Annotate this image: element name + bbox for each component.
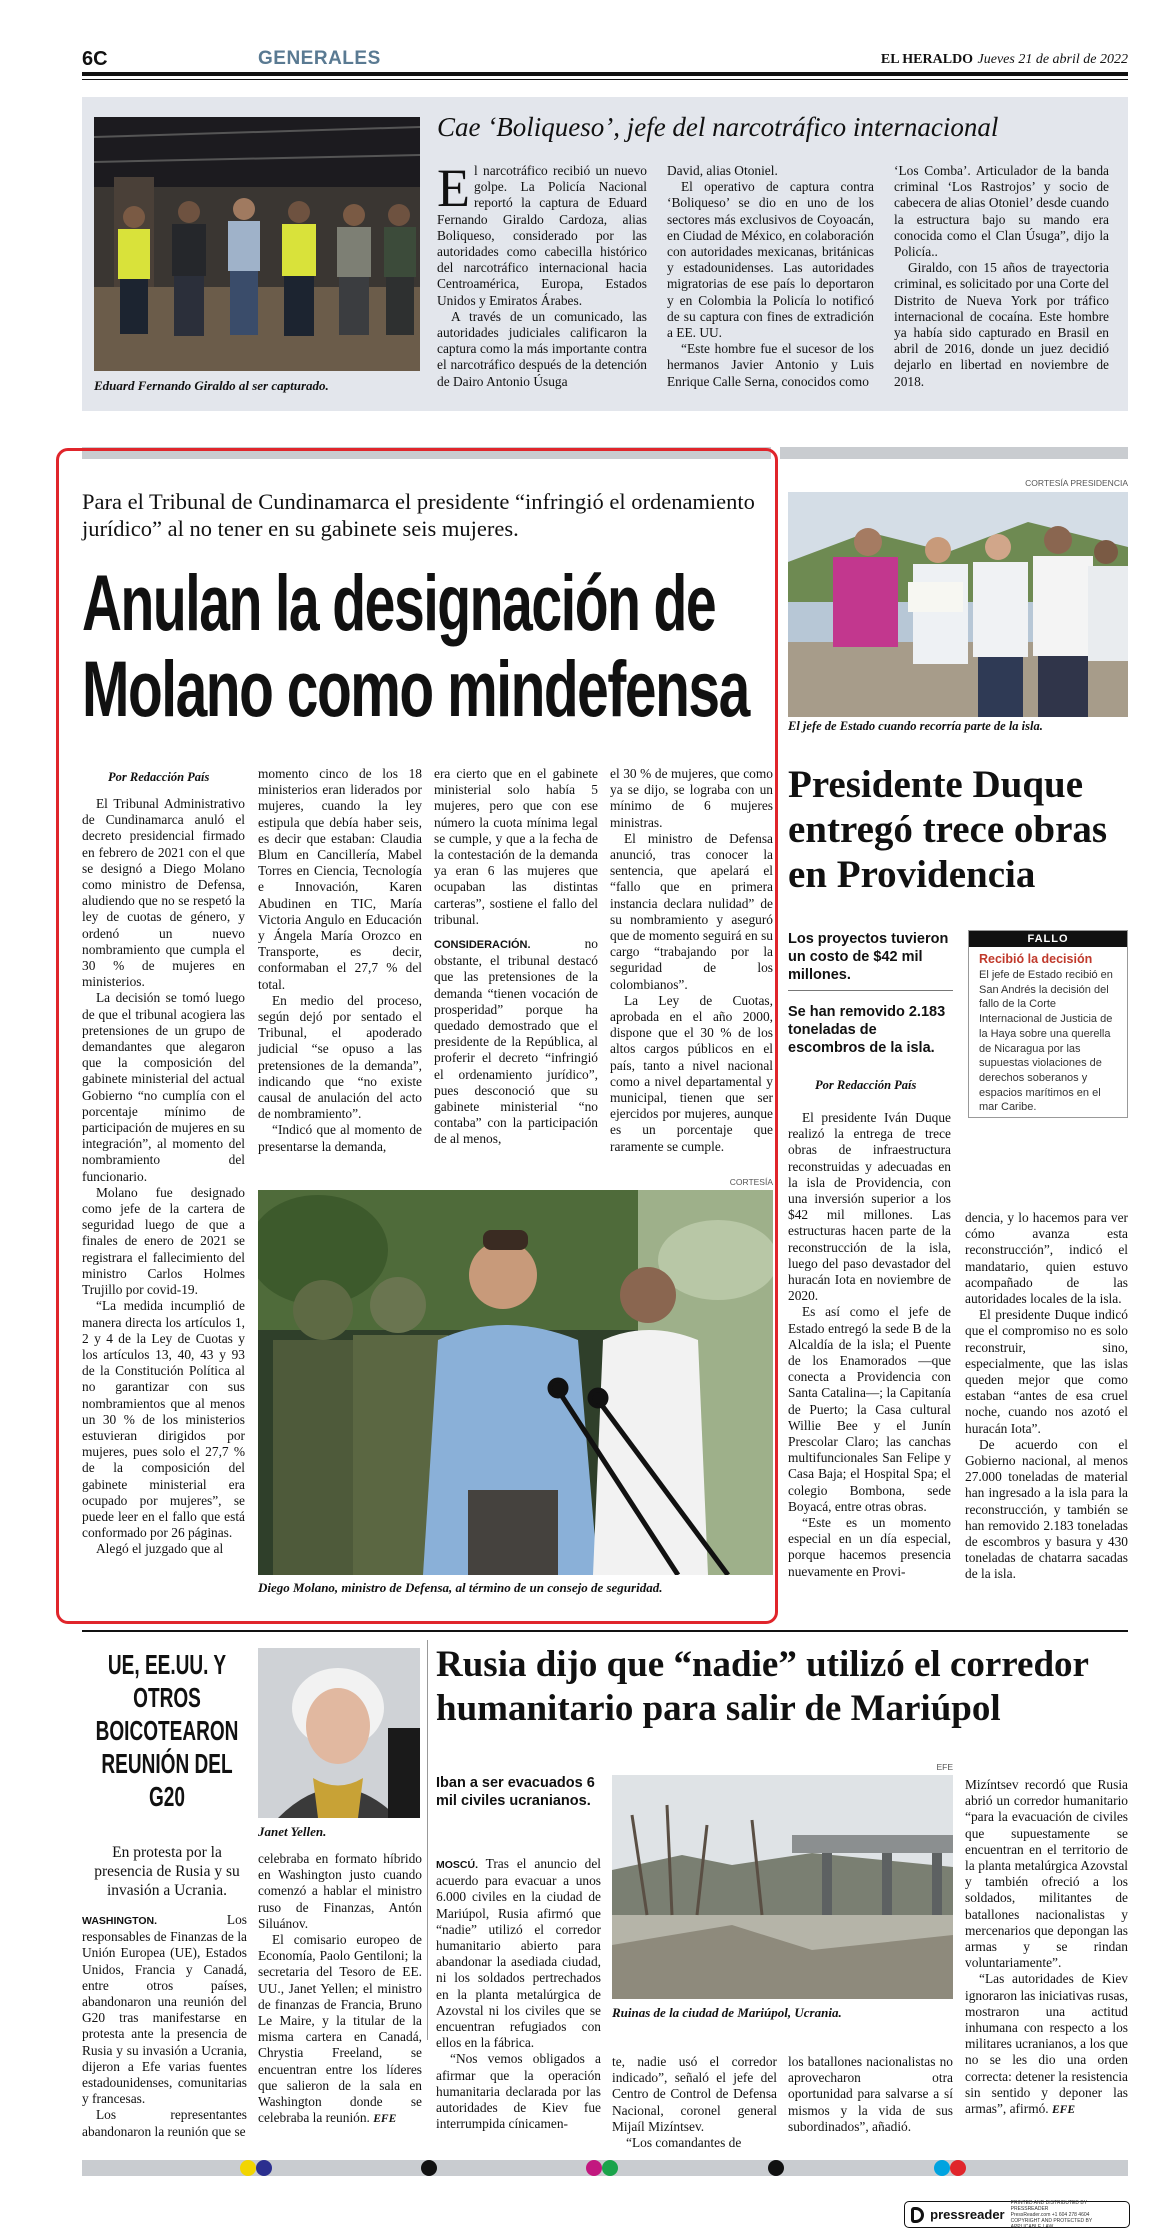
molano-col4-para: El ministro de Defensa anunció, tras conocer la sentencia, que apelará el “fallo que en primera instancia declara nulidad” de su nombramiento y aseguró que de momento seguirá en su cargo “trabajando por la seguridad de los colombianos”.: [610, 830, 773, 992]
g20-headline: UE, EE.UU. Y OTROS BOICOTEARON REUNIÓN DEL G20: [95, 1649, 239, 1812]
boliqueso-caption: Eduard Fernando Giraldo al ser capturado.: [94, 378, 329, 393]
lower-divider: [427, 1640, 428, 2040]
molano-col1-para: Alegó el juzgado que al: [96, 1541, 224, 1557]
duque-col1-para: “Este es un momento especial en un día especial, porque hacemos presencia nuevamente en Provi-: [788, 1515, 951, 1579]
boliqueso-col3-para: Giraldo, con 15 años de trayectoria criminal, es solicitado por una Corte del Distrito de Nueva York por tráfico internacional de cocaína. Este hombre ya había sido capturado en Brasil en abril de 2016, donde un juez decidió dejarlo en libertad en noviembre de 2018.: [894, 260, 1109, 389]
g20-col2-para: [258, 1932, 422, 2127]
registration-mark: [934, 2160, 950, 2176]
molano-col1-para: La decisión se tomó luego de que el tribunal acogiera las pretensiones de un grupo de demandantes que alegaron que la composición del gabinete ministerial del actual Gobierno “no cumplía con el porcentaje mínimo de participación de mujeres en su integración”, al momento del nombramiento del funcionario.: [82, 990, 245, 1184]
yellen-photo: [258, 1648, 420, 1818]
g20-headline-box: [82, 1648, 252, 1818]
duque-col2: [965, 1210, 1128, 1583]
pressreader-badge[interactable]: [904, 2201, 1130, 2228]
molano-deck: Para el Tribunal de Cundinamarca el presidente “infringió el ordenamiento jurídico” al no tener en su gabinete seis mujeres.: [82, 489, 755, 541]
molano-col2-para: momento cinco de los 18 ministerios eran liderados por mujeres, cuando la ley estipula que debía haber seis, es decir que estaban: Claudia Blum en Cancillería, Mabel Torres en Ciencia, Tecnología e Innovación, Karen Abudinen en TIC, María Victoria Angulo en Educación y Ángela María Orozco en Transporte, es decir, conformaban el 27,7 % del total.: [258, 766, 422, 992]
molano-col1-para: Molano fue designado como jefe de la cartera de seguridad luego de que a finales de enero de 2021 se registrara el fallecimiento del ministro Carlos Holmes Trujillo por covid-19.: [82, 1184, 245, 1298]
mariupol-col1: [436, 1856, 601, 2132]
mariupol-col3: [788, 2054, 953, 2135]
mariupol-col4: [965, 1777, 1128, 2118]
mariupol-col1-para: [436, 1856, 601, 2051]
molano-col3-para: era cierto que en el gabinete ministerial solo había 5 mujeres, pero que con ese número la cuota mínima legal se cumple, y que a la fecha de la contestación de la demanda ya eran 6 las mujeres que ocupaban las distintas carteras”, sostiene el fallo del tribunal.: [434, 766, 598, 927]
molano-headline-line1: Anulan la designación de: [82, 560, 716, 647]
mariupol-tag: EFE: [1052, 2104, 1076, 2117]
mariupol-col4-para: Mizíntsev recordó que Rusia abrió un corredor humanitario “para la evacuación de civiles que supuestamente se encuentran en el territorio de la planta metalúrgica Azovstal y también ofreció a los soldados, militantes de batallones nacionalistas y mercenarios que depongan las armas y se rindan voluntariamente”.: [965, 1777, 1128, 1971]
mariupol-col2: [612, 2054, 777, 2151]
molano-col1-para: “La medida incumplió de manera directa los artículos 1, 2 y 4 de la Ley de Cuotas y los artículos 13, 40, 43 y 93 de la Constitución Política al no garantizar con sus nombramientos que al menos un 30 % de los ministerios estuvieran dirigidos por mujeres, pues solo el 27,7 % de la composición del gabinete ministerial era ocupado por mujeres”, se puede leer en el fallo que está conformado por 26 páginas.: [82, 1298, 245, 1541]
boliqueso-col3: [894, 163, 1109, 390]
mariupol-dateline: MOSCÚ.: [436, 1859, 478, 1871]
molano-col1-para: El Tribunal Administrativo de Cundinamarca anuló el decreto presidencial firmado en febrero de 2021 con el que se designó a Diego Molano como ministro de Defensa, aludiendo que no se respetó la ley de cuotas de género, y ordenó un nuevo nombramiento que cumpla el 30 % de mujeres en ministerios.: [82, 796, 245, 990]
boliqueso-col3-para: ‘Los Comba’. Articulador de la banda criminal ‘Los Rastrojos’ y socio de cabecera de alias Otoniel’ desde cuando la estructura bajo su mando era conocida como el Clan Úsuga”, dijo la Policía..: [894, 163, 1109, 260]
duque-col1-para: Es así como el jefe de Estado entregó la sede B de la Alcaldía de la isla; el Puente de los Enamorados —que conecta a Providencia con Santa Catalina—; la Capitanía de Puerto; la Casa cultural Willie Bee y el Junín Prescolar Claro; las canchas multifuncionales San Felipe y Casa Baja; el Hospital Spa; el colegio Bombona, sede Boyacá, entre otras obras.: [788, 1304, 951, 1514]
mariupol-credit: EFE: [936, 1762, 953, 1772]
molano-byline: Por Redacción País: [108, 770, 210, 784]
boliqueso-col2: [667, 163, 874, 390]
boliqueso-col1: [437, 158, 647, 390]
molano-col3-text: no obstante, el tribunal destacó que las pretensiones de la demanda “tienen vocación de prosperidad” porque ha quedado demostrado que el presidente de la República, al proferir el decreto “infringió el ordenamiento jurídico”, pues desconoció que su gabinete ministerial “no contaba” con la participación de al menos,: [434, 936, 598, 1147]
fallo-box: [968, 930, 1128, 1118]
mariupol-col1-para: “Nos vemos obligados a afirmar que la operación humanitaria declarada por las autoridades de Kiev fue interrumpida cínicamen-: [436, 2051, 601, 2132]
page-number: 6C: [82, 48, 108, 70]
boliqueso-col2-para: David, alias Otoniel.: [667, 163, 778, 178]
fallo-box-title: Recibió la decisión: [979, 952, 1093, 966]
boliqueso-col2-para: El operativo de captura contra ‘Boliqueso’ se dio en uno de los sectores más exclusivos de Coyoacán, en Ciudad de México, en colaboración con autoridades mexicanas, británicas y estadounidenses. Las autoridades migratorias de ese país lo deportaron y en Colombia la Policía lo notificó de su captura con fines de extradición a EE. UU.: [667, 179, 874, 341]
registration-mark: [602, 2160, 618, 2176]
mariupol-col4-para: [965, 1971, 1128, 2118]
duque-photo-caption: El jefe de Estado cuando recorría parte de la isla.: [788, 719, 1043, 733]
duque-headline: Presidente Duque entregó trece obras en Providencia: [788, 763, 1108, 896]
masthead-rule-thin: [82, 79, 1128, 80]
duque-byline: Por Redacción País: [815, 1078, 917, 1092]
registration-mark: [256, 2160, 272, 2176]
registration-mark: [421, 2160, 437, 2176]
mariupol-sub: Iban a ser evacuados 6 mil civiles ucranianos.: [436, 1775, 595, 1809]
duque-col2-para: dencia, y lo hacemos para ver cómo avanza esta reconstrucción”, indicó el mandatario, quien estuvo acompañado de las autoridades locales de la isla.: [965, 1210, 1128, 1307]
registration-mark: [950, 2160, 966, 2176]
duque-photo-credit: CORTESÍA PRESIDENCIA: [1025, 478, 1128, 488]
pressreader-brand: pressreader: [930, 2207, 1005, 2222]
g20-col1-para: Los representantes abandonaron la reunión que se: [82, 2107, 247, 2139]
duque-col1: [788, 1110, 951, 1580]
paper-name: EL HERALDO: [880, 52, 974, 67]
g20-dateline: WASHINGTON.: [82, 1915, 158, 1927]
mariupol-col1-text: Tras el anuncio del acuerdo para evacuar a unos 6.000 civiles en la ciudad de Mariúpol, Rusia afirmó que “nadie” utilizó el corredor humanitario abierto para abandonar la asediada ciudad, ni los soldados pertrechados en la planta metalúrgica de Azovstal ni los civiles que se encuentran refugiados con ellos en la fábrica.: [436, 1856, 601, 2051]
boliqueso-dropcap: E: [437, 158, 470, 218]
molano-highlight-frame: [56, 448, 778, 1624]
boliqueso-photo: [94, 117, 420, 371]
lower-rule: [82, 1630, 1128, 1632]
g20-col2-text: El comisario europeo de Economía, Paolo Gentiloni; la secretaria del Tesoro de EE. UU., Janet Yellen; el ministro de finanzas de Francia, Bruno Le Maire, y la titular de la misma cartera en Canadá, Chrystia Freeland, se encuentran entre los líderes que salieron de la sala en Washington donde se celebraba la reunión.: [258, 1932, 422, 2126]
molano-col2-para: “Indicó que al momento de presentarse la demanda,: [258, 1122, 422, 1154]
duque-sub1: Los proyectos tuvieron un costo de $42 mil millones.: [788, 930, 953, 991]
g20-col1-text: Los responsables de Finanzas de la Unión Europea (UE), Estados Unidos, Francia y Canadá, entre otros países, abandonaron una reunión del G20 tras manifestarse en protesta ante la presencia de Rusia y su invasión a Ucrania, dijeron a Efe varias fuentes estadounidenses, comunitarias y francesas.: [82, 1912, 247, 2107]
mariupol-col2-para: te, nadie usó el corredor indicado”, señaló el jefe del Centro de Control de Defensa Nacional, coronel general Mijaíl Mizíntsev.: [612, 2054, 777, 2134]
registration-mark: [240, 2160, 256, 2176]
masthead-right: [760, 51, 1128, 68]
pressreader-logo-icon: [911, 2207, 924, 2223]
mariupol-col2-para: “Los comandantes de: [626, 2135, 742, 2151]
molano-col3-lead: CONSIDERACIÓN.: [434, 939, 531, 952]
section-name: GENERALES: [258, 48, 381, 69]
mariupol-caption: Ruinas de la ciudad de Mariúpol, Ucrania.: [612, 2005, 842, 2020]
molano-photo-caption: Diego Molano, ministro de Defensa, al término de un consejo de seguridad.: [258, 1580, 663, 1595]
g20-deck: En protesta por la presencia de Rusia y su invasión a Ucrania.: [94, 1844, 240, 1899]
yellen-caption: Janet Yellen.: [258, 1824, 327, 1839]
registration-mark: [586, 2160, 602, 2176]
registration-mark: [768, 2160, 784, 2176]
molano-col4-para: La Ley de Cuotas, aprobada en el año 2000, dispone que el 30 % de los altos cargos públicos en el país, tanto a nivel nacional como a nivel departamental y municipal, tienen que ser ejercidos por mujeres, aunque es un porcentaje que raramente se cumple.: [610, 992, 773, 1154]
masthead-rule: [82, 72, 1128, 76]
g20-col1: [82, 1912, 247, 2140]
boliqueso-col1-text: l narcotráfico recibió un nuevo golpe. La Policía Nacional reportó la captura de Eduard Fernando Giraldo Cardoza, alias Boliqueso, considerado por las autoridades como cabecilla histórico del narcotráfico internacional hacia Centroamérica, Europa, Estados Unidos y Emiratos Árabes.: [437, 163, 647, 308]
molano-photo-credit: CORTESÍA: [729, 1177, 773, 1187]
g20-col2-para: celebraba en formato híbrido en Washington justo cuando comenzó a hablar el ministro ruso de Finanzas, Antón Siluánov.: [258, 1851, 422, 1931]
pressreader-fine-2: PressReader.com +1 604 278 4604: [1010, 2211, 1090, 2218]
fallo-box-label: FALLO: [969, 931, 1127, 947]
duque-topbar: [780, 447, 1128, 459]
g20-col1-para: [82, 1912, 247, 2107]
molano-col4-para: el 30 % de mujeres, que como ya se dijo, se lograba con un mínimo de 6 mujeres ministras.: [610, 766, 773, 830]
duque-col2-para: El presidente Duque indicó que el compromiso no es solo reconstruir, sino, especialmente, que las islas queden mejor que como estaban “antes de esa cruel noche, cuando nos azotó el huracán Iota”.: [965, 1307, 1128, 1436]
boliqueso-title: Cae ‘Boliqueso’, jefe del narcotráfico internacional: [437, 112, 999, 142]
pressreader-fineprint: [1011, 2200, 1123, 2230]
g20-col2: [258, 1851, 422, 2127]
boliqueso-col1-para: A través de un comunicado, las autoridades judiciales calificaron la captura como la más importante contra el narcotráfico después de la detención de Dairo Antonio Úsuga: [437, 308, 647, 389]
duque-photo: [788, 492, 1128, 717]
duque-sub2: Se han removido 2.183 toneladas de escombros de la isla.: [788, 1004, 946, 1056]
mariupol-col3-para: los batallones nacionalistas no aprovecharon otra oportunidad para salvarse a sí mismos y la vida de sus subordinados”, añadió.: [788, 2054, 953, 2134]
mariupol-col4-text: “Las autoridades de Kiev ignoraron las iniciativas rusas, mostraron una actitud inhumana con respecto a los militares ucranianos, a los que no se les dio una orden correcta: detener la resistencia sin sentido y deponer las armas”, afirmó.: [965, 1971, 1128, 2117]
pressreader-fine-1: PRINTED AND DISTRIBUTED BY PRESSREADER: [1010, 2199, 1087, 2212]
molano-headline-line2: Molano como mindefensa: [82, 644, 749, 733]
issue-date: Jueves 21 de abril de 2022: [977, 52, 1128, 67]
pressreader-fine-3: COPYRIGHT AND PROTECTED BY APPLICABLE LAW: [1010, 2217, 1093, 2230]
fallo-box-text: El jefe de Estado recibió en San Andrés la decisión del fallo de la Corte Internacional de Justicia de la Haya sobre una querella de Nicaragua por las supuestas violaciones de derechos soberanos y espacios marítimos en el mar Caribe.: [979, 969, 1113, 1114]
duque-col2-para: De acuerdo con el Gobierno nacional, al menos 27.000 toneladas de material han ingresado a la isla para la reconstrucción, y también se han removido 2.183 toneladas de escombros y basura y 430 toneladas de chatarra sacadas de la isla.: [965, 1436, 1128, 1582]
mariupol-photo: [612, 1775, 953, 1999]
molano-col2-para: En medio del proceso, según dejó por sentado el Tribunal, el apoderado judicial “se opuso a las pretensiones de la demanda”, indicando que “no existe causal de anulación del acto de nombramiento”.: [258, 992, 422, 1122]
g20-tag: EFE: [373, 2113, 397, 2126]
duque-col1-para: El presidente Iván Duque realizó la entrega de trece obras de infraestructura reconstruidas y adecuadas en la isla de Providencia, con una inversión superior a los $42 mil millones. Las estructuras hacen parte de la reconstrucción de la isla, luego del paso devastador del huracán Iota en noviembre de 2020.: [788, 1110, 951, 1304]
mariupol-headline: Rusia dijo que “nadie” utilizó el corredor humanitario para salir de Mariúpol: [436, 1644, 1089, 1729]
boliqueso-col2-para: “Este hombre fue el sucesor de los hermanos Javier Antonio y Luis Enrique Calle Serna, conocidos como: [667, 341, 874, 389]
